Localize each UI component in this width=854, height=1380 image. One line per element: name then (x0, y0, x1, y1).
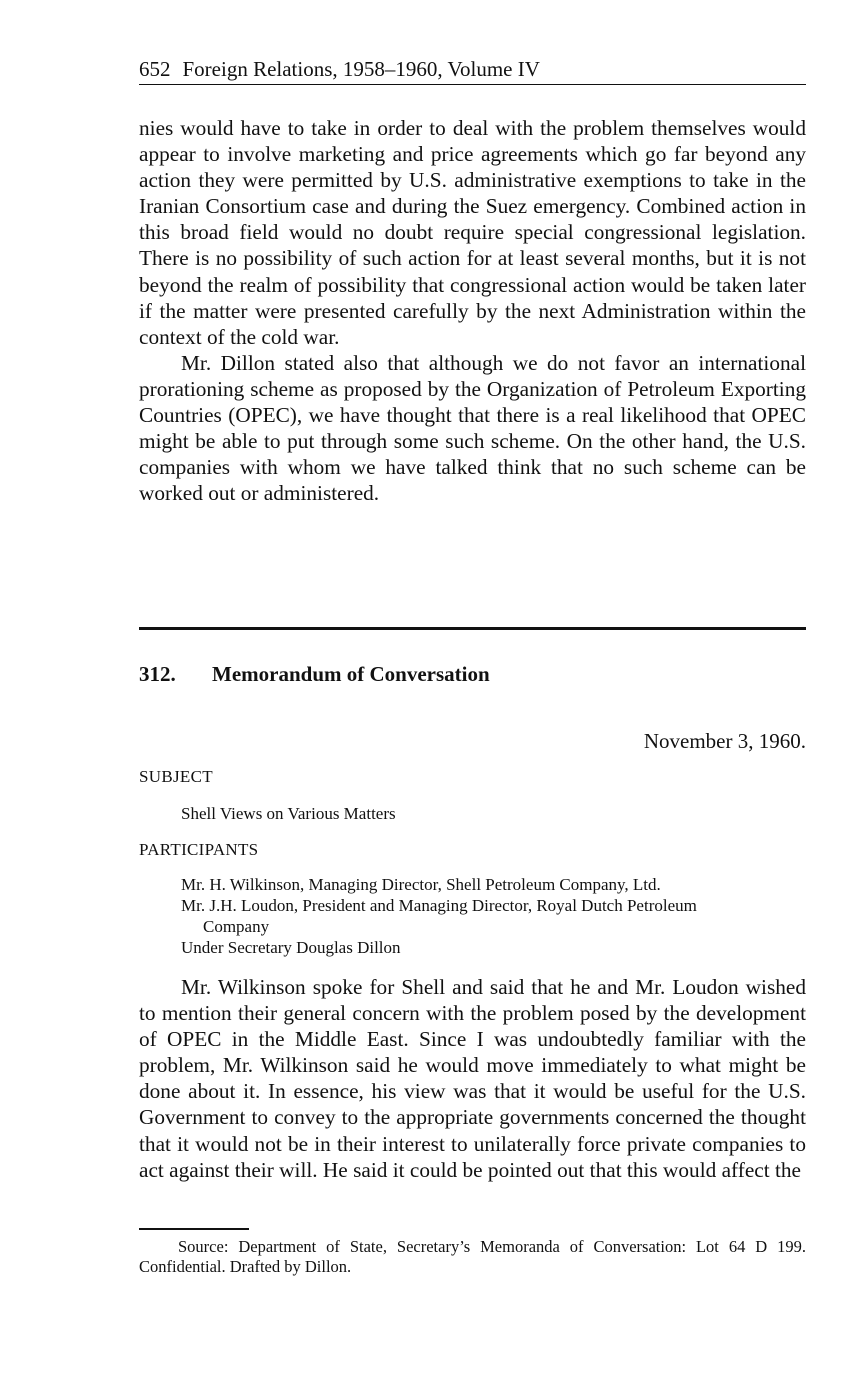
source-footnote: Source: Department of State, Secretary’s Memoranda of Conversation: Lot 64 D 199. Confidential. Drafted by Dillon. (139, 1237, 806, 1276)
memo-body-paragraph: Mr. Wilkinson spoke for Shell and said that he and Mr. Loudon wished to mention their general concern with the problem posed by the development of OPEC in the Middle East. Since I was undoubtedly familiar with the problem, Mr. Wilkinson said he would move immediately to what might be done about it. In essence, his view was that it would be useful for the U.S. Government to convey to the appropriate governments concerned the thought that it would not be in their interest to unilaterally force private companies to act against their will. He said it could be pointed out that this would affect the (139, 975, 806, 1182)
subject-label: SUBJECT (139, 767, 213, 786)
page (139, 56, 806, 1276)
document-title: Memorandum of Conversation (212, 662, 490, 686)
continued-paragraph: nies would have to take in order to deal with the problem themselves would appear to involve marketing and price agreements which go far beyond any action they were permitted by U.S. administrative exemptions to take in the Iranian Consortium case and during the Suez emergency. Combined action in this broad field would no doubt require special congressional legislation. There is no possibility of such action for at least several months, but it is not beyond the realm of possibility that congressional action would be taken later if the matter were presented carefully by the next Administration within the context of the cold war. (139, 116, 806, 349)
volume-title: Foreign Relations, 1958–1960, Volume IV (182, 57, 540, 81)
subject-text: Shell Views on Various Matters (181, 804, 396, 823)
participant-dillon: Under Secretary Douglas Dillon (181, 938, 401, 957)
section-divider (139, 627, 806, 630)
document-date: November 3, 1960. (643, 729, 806, 753)
document-heading (139, 662, 490, 687)
participant-loudon: Mr. J.H. Loudon, President and Managing Director, Royal Dutch Petroleum (181, 896, 697, 915)
page-number: 652 (139, 57, 171, 81)
participant-wilkinson: Mr. H. Wilkinson, Managing Director, Shell Petroleum Company, Ltd. (181, 875, 661, 894)
participants-label: PARTICIPANTS (139, 840, 259, 859)
footnote-rule (139, 1228, 249, 1230)
dillon-paragraph: Mr. Dillon stated also that although we do not favor an international prorationing scheme as proposed by the Organization of Petroleum Exporting Countries (OPEC), we have thought that there is a real likelihood that OPEC might be able to put through some such scheme. On the other hand, the U.S. companies with whom we have talked think that no such scheme can be worked out or administered. (139, 350, 806, 506)
running-head (139, 56, 806, 85)
document-number: 312. (139, 662, 176, 686)
participant-loudon-cont: Company (203, 917, 270, 936)
